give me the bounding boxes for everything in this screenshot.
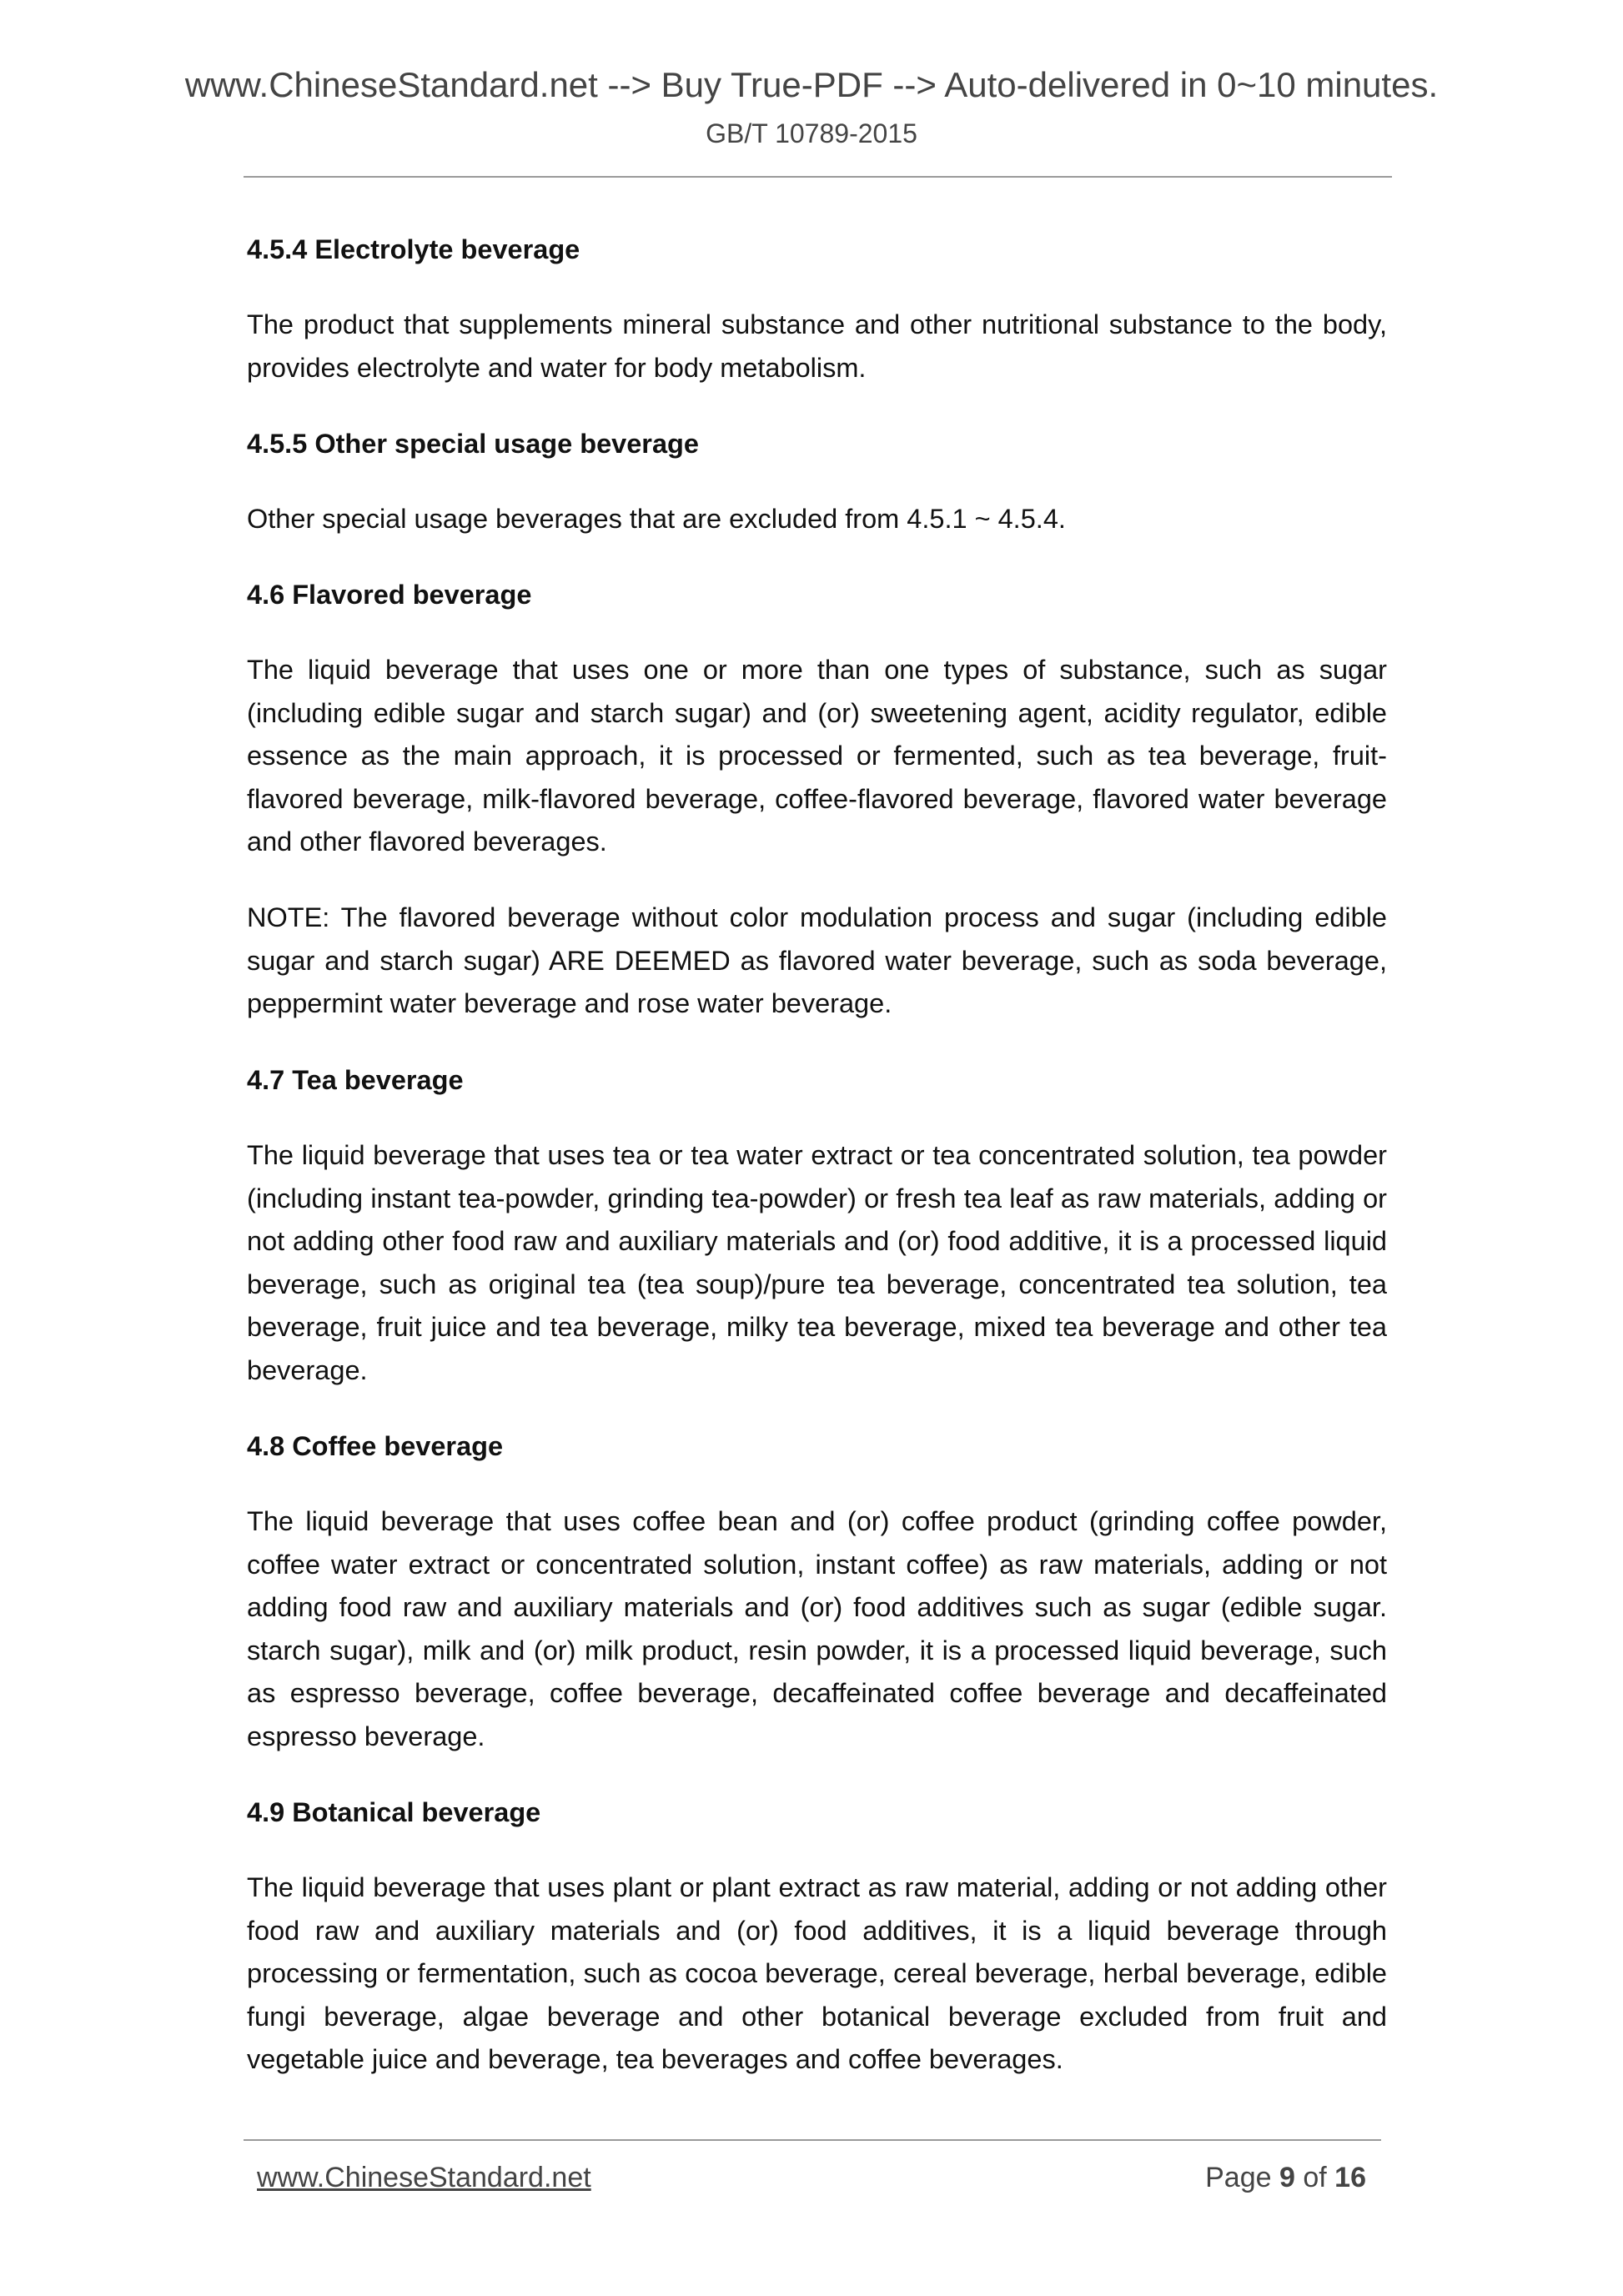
- header-banner: www.ChineseStandard.net --> Buy True-PDF --> Auto-delivered in 0~10 minutes.: [184, 65, 1439, 104]
- section-heading: 4.7 Tea beverage: [247, 1065, 464, 1095]
- paragraph: The liquid beverage that uses plant or plant extract as raw material, adding or not adding other food raw and auxiliary materials and (or) food additives, it is a liquid beverage through processing or fermentation, such as cocoa beverage, cereal beverage, herbal beverage, edible fungi beverage, algae beverage and other botanical beverage excluded from fruit and vegetable juice and beverage, tea beverages and coffee beverages.: [247, 1872, 1387, 2074]
- header-divider: [244, 176, 1392, 178]
- section-heading: 4.8 Coffee beverage: [247, 1431, 504, 1461]
- section-heading: 4.5.5 Other special usage beverage: [247, 429, 699, 459]
- paragraph: Other special usage beverages that are excluded from 4.5.1 ~ 4.5.4.: [247, 504, 1066, 534]
- paragraph: The product that supplements mineral substance and other nutritional substance to the body, provides electrolyte and water for body metabolism.: [247, 309, 1387, 383]
- page-of: of: [1303, 2162, 1327, 2193]
- page-indicator: [1205, 2162, 1366, 2194]
- paragraph: The liquid beverage that uses one or more than one types of substance, such as sugar (including edible sugar and starch sugar) and (or) sweetening agent, acidity regulator, edible essence as the main approach, it is processed or fermented, such as tea beverage, fruit-flavored beverage, milk-flavored beverage, coffee-flavored beverage, flavored water beverage and other flavored beverages.: [247, 655, 1387, 857]
- footer-divider: [244, 2139, 1381, 2141]
- standard-number: GB/T 10789-2015: [706, 118, 917, 148]
- section-heading: 4.9 Botanical beverage: [247, 1797, 541, 1827]
- paragraph: The liquid beverage that uses coffee bean and (or) coffee product (grinding coffee powder, coffee water extract or concentrated solution, instant coffee) as raw materials, adding or not adding food raw and auxiliary materials and (or) food additives such as sugar (edible sugar. starch sugar), milk and (or) milk product, resin powder, it is a processed liquid beverage, such as espresso beverage, coffee beverage, decaffeinated coffee beverage and decaffeinated espresso beverage.: [247, 1506, 1387, 1751]
- section-heading: 4.5.4 Electrolyte beverage: [247, 234, 580, 264]
- page-total: 16: [1334, 2162, 1366, 2193]
- page-prefix: Page: [1205, 2162, 1272, 2193]
- section-heading: 4.6 Flavored beverage: [247, 580, 532, 610]
- note-paragraph: NOTE: The flavored beverage without color modulation process and sugar (including edible sugar and starch sugar) ARE DEEMED as flavored water beverage, such as soda beverage, peppermint water beverage and rose water beverage.: [247, 902, 1387, 1018]
- paragraph: The liquid beverage that uses tea or tea water extract or tea concentrated solution, tea powder (including instant tea-powder, grinding tea-powder) or fresh tea leaf as raw materials, adding or not adding other food raw and auxiliary materials and (or) food additive, it is a processed liquid beverage, such as original tea (tea soup)/pure tea beverage, concentrated tea solution, tea beverage, fruit juice and tea beverage, milky tea beverage, mixed tea beverage and other tea beverage.: [247, 1140, 1387, 1385]
- footer-website-link[interactable]: www.ChineseStandard.net: [257, 2162, 591, 2193]
- page-current: 9: [1279, 2162, 1295, 2193]
